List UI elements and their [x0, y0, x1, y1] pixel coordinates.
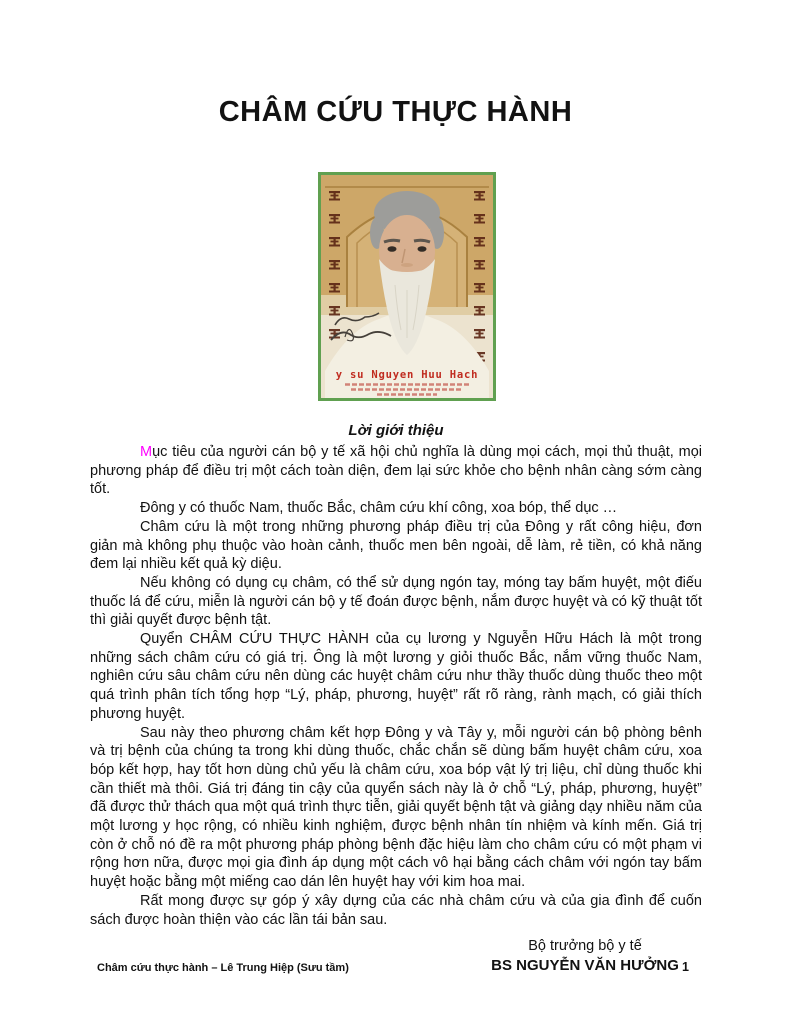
intro-paragraph-1: [90, 443, 702, 499]
portrait-photo: [318, 172, 496, 401]
page-footer: [97, 960, 689, 974]
intro-paragraph-7: Rất mong được sự góp ý xây dựng của các nhà châm cứu và của gia đình để cuốn sách được hoàn thiện vào các lần tái bản sau.: [90, 892, 702, 928]
signature-name: BS NGUYỄN VĂN HƯỞNG: [491, 957, 679, 975]
dropcap-m: M: [140, 444, 153, 460]
section-heading: Lời giới thiệu: [348, 422, 444, 439]
intro-paragraph-2: Đông y có thuốc Nam, thuốc Bắc, châm cứu khí công, xoa bóp, thể dục …: [140, 500, 618, 517]
intro-paragraph-4: Nếu không có dụng cụ châm, có thể sử dụng ngón tay, móng tay bấm huyệt, một điếu thuốc lá để cứu, miễn là người cán bộ y tế đoán được bệnh, nắm được huyệt và có kỹ thuật tốt thì giải quyết được bệnh tật.: [90, 574, 702, 629]
portrait-caption: y su Nguyen Huu Hach: [335, 369, 478, 381]
page-number: 1: [682, 960, 689, 974]
footer-text: Châm cứu thực hành – Lê Trung Hiệp (Sưu tầm): [97, 962, 349, 974]
intro-paragraph-5: Quyển CHÂM CỨU THỰC HÀNH của cụ lương y Nguyễn Hữu Hách là một trong những sách châm cứu có giá trị. Ông là một lương y giỏi thuốc Bắc, nắm vững thuốc Nam, nghiên cứu sâu châm cứu nên dùng các huyệt châm cứu như thầy thuốc dùng thuốc theo một quá trình phân tích tổng hợp “Lý, pháp, phương, huyệt” rất rõ ràng, rành mạch, có giải thích phương huyệt.: [90, 631, 702, 722]
intro-paragraph-3: Châm cứu là một trong những phương pháp điều trị của Đông y rất công hiệu, đơn giản mà không phụ thuộc vào hoàn cảnh, thuốc men bên ngoài, dễ làm, rẻ tiền, có khả năng đem lại nhiều kết quả kỳ diệu.: [90, 518, 702, 573]
intro-paragraph-6: Sau này theo phương châm kết hợp Đông y và Tây y, mỗi người cán bộ phòng bênh và trị bệnh của chúng ta trong khi dùng thuốc, chắc chắn sẽ dùng bấm huyệt châm cứu, xoa bóp kết hợp, hay tốt hơn dùng chủ yếu là châm cứu, xoa bóp vật lý trị liệu, chỉ dùng thuốc khi cần thiết mà thôi. Giá trị đáng tin cậy của quyển sách này là ở chỗ “Lý, pháp, phương, huyệt” đã được thử thách qua một quá trình thực tiễn, giải quyết bệnh tật và giảng dạy nhiều năm của một lương y học rộng, có nhiều kinh nghiệm, được bệnh nhân tín nhiệm và kính mến. Giá trị còn ở chỗ nó đề ra một phương pháp phòng bệnh đặc hiệu làm cho châm cứu có một phạm vi rộng hơn nữa, được mọi gia đình áp dụng một cách vô hại bằng cách châm với ngón tay bấm huyệt hoặc bằng một miếng cao dán lên huyệt hay với kim hoa mai.: [90, 724, 702, 891]
introduction-body: [90, 422, 702, 976]
paragraph-text: ục tiêu của người cán bộ y tế xã hội chủ nghĩa là dùng mọi cách, mọi thủ thuật, mọi phương pháp để điều trị một cách toàn diện, đem lại sức khỏe cho bệnh nhân càng sớm càng tốt.: [90, 444, 702, 498]
portrait-section: [0, 172, 791, 401]
signature-role: Bộ trưởng bộ y tế: [528, 938, 642, 955]
page-title: CHÂM CỨU THỰC HÀNH: [218, 96, 573, 128]
portrait-illustration: [321, 175, 493, 398]
